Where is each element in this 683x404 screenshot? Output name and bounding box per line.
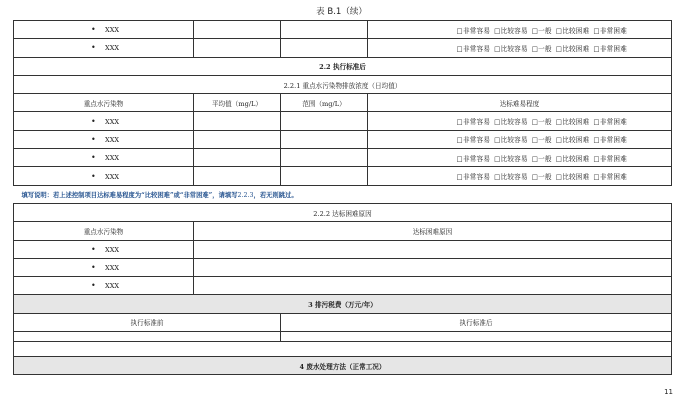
difficulty-checkbox[interactable]: □非常困难	[593, 173, 627, 182]
pollutant-cell	[14, 167, 194, 185]
reason-input[interactable]	[194, 240, 672, 258]
fee-before-input[interactable]	[14, 332, 281, 342]
bullet-icon: •	[91, 116, 96, 126]
difficulty-checkbox[interactable]: □一般	[531, 173, 552, 182]
bullet-icon: •	[91, 43, 96, 53]
section-2-2-title: 2.2 执行标准后	[14, 57, 672, 75]
range-input[interactable]	[281, 39, 368, 57]
difficulty-checkbox[interactable]: □比较容易	[494, 154, 528, 163]
pollutant-name: XXX	[105, 44, 120, 53]
difficulty-checkbox[interactable]: □一般	[531, 136, 552, 145]
average-value-input[interactable]	[194, 112, 281, 130]
section-4-title: 4 废水处理方法（正常工况）	[14, 357, 672, 375]
column-header: 范围（mg/L）	[281, 94, 368, 112]
instruction-text: ，若无则跳过。	[253, 191, 298, 199]
difficulty-options	[368, 39, 672, 57]
pollutant-cell	[14, 277, 194, 295]
table-row	[14, 112, 672, 130]
range-input[interactable]	[281, 167, 368, 185]
difficulty-checkbox[interactable]: □比较困难	[555, 136, 590, 145]
pollutant-name: XXX	[105, 245, 120, 254]
bullet-icon: •	[91, 153, 96, 163]
column-header: 平均值（mg/L）	[194, 94, 281, 112]
difficulty-checkbox[interactable]: □比较困难	[555, 118, 590, 127]
range-input[interactable]	[281, 149, 368, 167]
difficulty-options	[368, 130, 672, 148]
difficulty-checkbox[interactable]: □非常困难	[593, 136, 627, 145]
difficulty-checkbox[interactable]: □非常容易	[456, 136, 491, 145]
difficulty-checkbox[interactable]: □比较困难	[555, 26, 590, 35]
pollutant-name: XXX	[105, 26, 120, 35]
difficulty-checkbox[interactable]: □一般	[531, 118, 552, 127]
reason-input[interactable]	[194, 277, 672, 295]
pollutant-cell	[14, 240, 194, 258]
header-row	[14, 313, 672, 331]
section-title-row	[14, 295, 672, 313]
instruction-text: 填写说明：若上述控制项目达标难易程度为“比较困难”或“非常困难”，请填写	[21, 191, 238, 199]
difficulty-checkbox[interactable]: □非常容易	[456, 173, 491, 182]
bullet-icon: •	[91, 134, 96, 144]
column-header: 执行标准前	[14, 313, 281, 331]
pollutant-name: XXX	[105, 135, 120, 144]
pollutant-cell	[14, 112, 194, 130]
fill-instruction	[14, 185, 672, 203]
bullet-icon: •	[91, 281, 96, 291]
average-value-input[interactable]	[194, 39, 281, 57]
difficulty-checkbox[interactable]: □非常困难	[593, 118, 627, 127]
fee-after-input[interactable]	[281, 332, 672, 342]
survey-table	[13, 20, 672, 375]
column-header: 达标困难原因	[194, 222, 672, 240]
difficulty-checkbox[interactable]: □非常困难	[593, 154, 627, 163]
pollutant-cell	[14, 130, 194, 148]
difficulty-checkbox[interactable]: □一般	[531, 154, 552, 163]
table-caption: 表 B.1（续）	[316, 7, 367, 17]
bullet-icon: •	[91, 171, 96, 181]
difficulty-options	[368, 21, 672, 39]
column-header: 执行标准后	[281, 313, 672, 331]
difficulty-options	[368, 112, 672, 130]
section-title-row	[14, 57, 672, 75]
difficulty-checkbox[interactable]: □一般	[531, 44, 552, 53]
column-header: 重点水污染物	[14, 94, 194, 112]
average-value-input[interactable]	[194, 149, 281, 167]
section-reference-link[interactable]: 2.2.3	[237, 191, 254, 199]
difficulty-checkbox[interactable]: □比较容易	[494, 26, 528, 35]
difficulty-checkbox[interactable]: □非常困难	[593, 26, 627, 35]
header-row	[14, 222, 672, 240]
difficulty-checkbox[interactable]: □比较容易	[494, 173, 528, 182]
section-3-title: 3 排污税费（万元/年）	[14, 295, 672, 313]
difficulty-checkbox[interactable]: □比较容易	[494, 44, 528, 53]
table-row	[14, 149, 672, 167]
difficulty-options	[368, 167, 672, 185]
difficulty-options	[368, 149, 672, 167]
pollutant-name: XXX	[105, 172, 120, 181]
spacer-cell	[14, 342, 672, 357]
table-row	[14, 258, 672, 276]
pollutant-cell	[14, 39, 194, 57]
pollutant-cell	[14, 21, 194, 39]
difficulty-checkbox[interactable]: □比较困难	[555, 154, 590, 163]
table-row	[14, 240, 672, 258]
section-subtitle-row	[14, 203, 672, 221]
table-row	[14, 21, 672, 39]
bullet-icon: •	[91, 25, 96, 35]
difficulty-checkbox[interactable]: □非常容易	[456, 26, 491, 35]
range-input[interactable]	[281, 130, 368, 148]
average-value-input[interactable]	[194, 130, 281, 148]
average-value-input[interactable]	[194, 167, 281, 185]
table-row	[14, 130, 672, 148]
range-input[interactable]	[281, 112, 368, 130]
section-subtitle-row	[14, 75, 672, 93]
difficulty-checkbox[interactable]: □非常困难	[593, 44, 627, 53]
pollutant-name: XXX	[105, 154, 120, 163]
difficulty-checkbox[interactable]: □非常容易	[456, 118, 491, 127]
pollutant-name: XXX	[105, 117, 120, 126]
difficulty-checkbox[interactable]: □非常容易	[456, 154, 491, 163]
note-row	[14, 185, 672, 203]
table-row	[14, 277, 672, 295]
pollutant-name: XXX	[105, 282, 120, 291]
reason-input[interactable]	[194, 258, 672, 276]
difficulty-checkbox[interactable]: □比较容易	[494, 136, 528, 145]
pollutant-name: XXX	[105, 264, 120, 272]
section-2-2-2-title: 2.2.2 达标困难原因	[14, 203, 672, 221]
difficulty-checkbox[interactable]: □比较困难	[555, 44, 590, 53]
table-row	[14, 39, 672, 57]
spacer-row	[14, 342, 672, 357]
difficulty-checkbox[interactable]: □非常容易	[456, 44, 491, 53]
range-input[interactable]	[281, 21, 368, 39]
difficulty-checkbox[interactable]: □比较容易	[494, 118, 528, 127]
table-row	[14, 332, 672, 342]
page-number: 11	[664, 388, 673, 396]
section-2-2-1-title: 2.2.1 重点水污染物排放浓度（日均值）	[14, 75, 672, 93]
column-header: 达标难易程度	[368, 94, 672, 112]
bullet-icon: •	[91, 263, 96, 272]
bullet-icon: •	[91, 244, 96, 254]
header-row	[14, 94, 672, 112]
pollutant-cell	[14, 258, 194, 276]
difficulty-checkbox[interactable]: □比较困难	[555, 173, 590, 182]
column-header: 重点水污染物	[14, 222, 194, 240]
average-value-input[interactable]	[194, 21, 281, 39]
pollutant-cell	[14, 149, 194, 167]
section-title-row	[14, 357, 672, 375]
table-row	[14, 167, 672, 185]
difficulty-checkbox[interactable]: □一般	[531, 26, 552, 35]
